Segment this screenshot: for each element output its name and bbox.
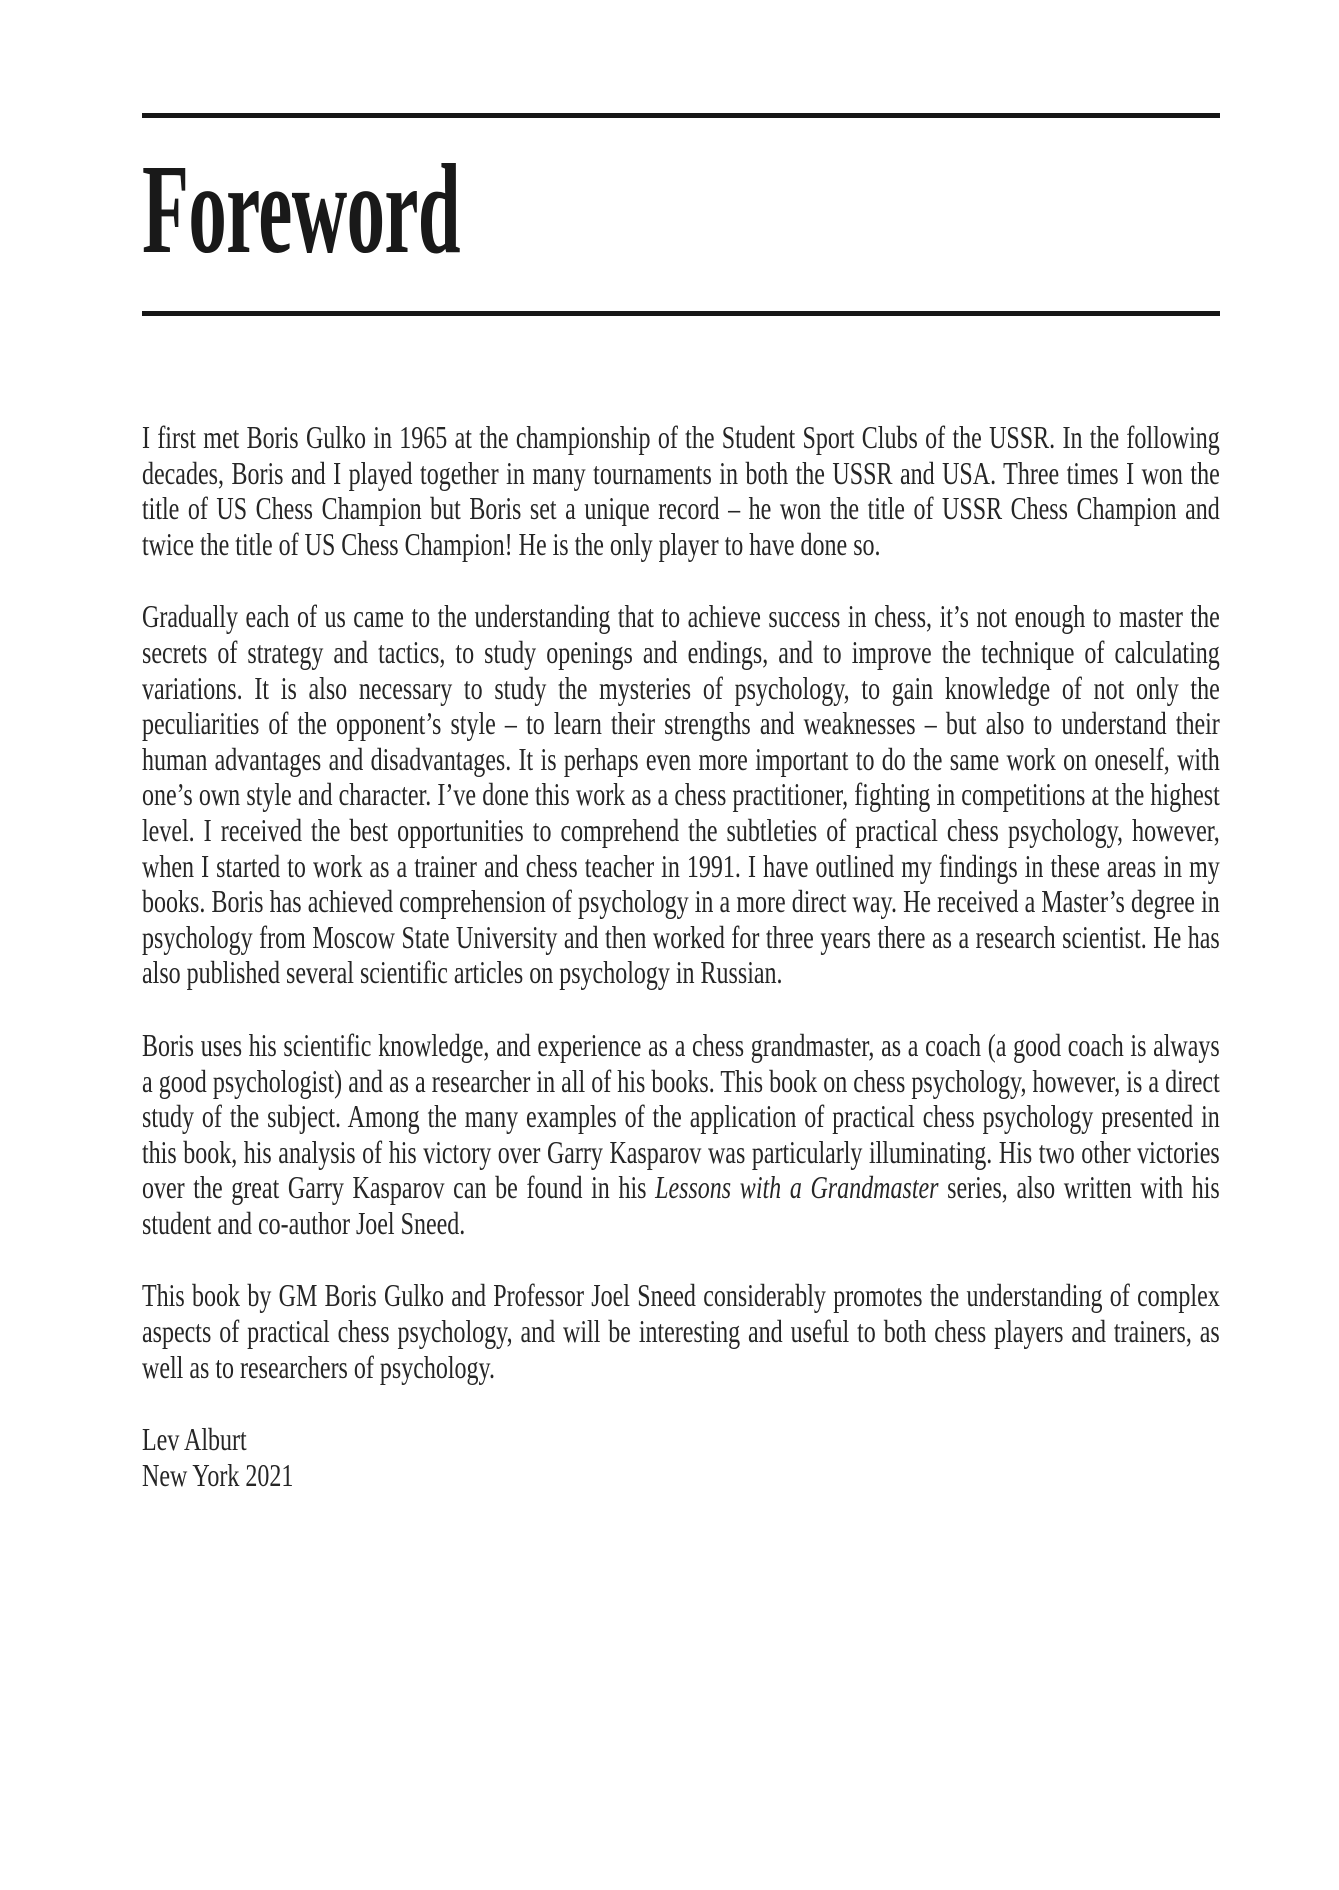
title-rule-bottom: [142, 311, 1220, 316]
foreword-paragraph-4: This book by GM Boris Gulko and Professor Joel Sneed considerably promotes the understanding of complex aspects of practical chess psychology, and will be interesting and useful to both chess players and trainers, as well as to researchers of psychology.: [142, 1277, 1220, 1385]
signature-place-date: New York 2021: [142, 1456, 294, 1493]
title-rule-top: [142, 113, 1220, 118]
signature-block: [142, 1422, 1220, 1493]
paragraph-3-text-before: Boris uses his scientific knowledge, and experience as a chess grandmaster, as a coach (a good coach is always a good psychologist) and as a researcher in all of his books. This book on chess psychology, however, is a direct study of the subject. Among the many examples of the application of practical chess psychology presented in this book, his analysis of his victory over Garry Kasparov was particularly illuminating. His two other victories over the great Garry Kasparov can be found in his: [142, 1026, 1220, 1206]
signature-name: Lev Alburt: [142, 1421, 247, 1458]
foreword-body: [142, 420, 1220, 1493]
book-title-italic: Lessons with a Grandmaster: [655, 1169, 939, 1206]
paragraph-3-text-after: series, also written with his student and co-author Joel Sneed.: [142, 1169, 1220, 1241]
foreword-paragraph-1: I first met Boris Gulko in 1965 at the championship of the Student Sport Clubs of the USSR. In the following decades, Boris and I played together in many tournaments in both the USSR and USA. Three times I won the title of US Chess Champion but Boris set a unique record – he won the title of USSR Chess Champion and twice the title of US Chess Champion! He is the only player to have done so.: [142, 419, 1220, 562]
foreword-paragraph-3: [142, 1028, 1220, 1242]
foreword-paragraph-2: Gradually each of us came to the understanding that to achieve success in chess, it’s not enough to master the secrets of strategy and tactics, to study openings and endings, and to improve the technique of calculating variations. It is also necessary to study the mysteries of psychology, to gain knowledge of not only the peculiarities of the opponent’s style – to learn their strengths and weaknesses – but also to understand their human advantages and disadvantages. It is perhaps even more important to do the same work on oneself, with one’s own style and character. I’ve done this work as a chess practitioner, fighting in competitions at the highest level. I received the best opportunities to comprehend the subtleties of practical chess psychology, however, when I started to work as a trainer and chess teacher in 1991. I have outlined my findings in these areas in my books. Boris has achieved comprehension of psychology in a more direct way. He received a Master’s degree in psychology from Moscow State University and then worked for three years there as a research scientist. He has also published several scientific articles on psychology in Russian.: [142, 598, 1220, 991]
page-content: [142, 0, 1220, 1493]
page-title: Foreword: [142, 138, 460, 280]
